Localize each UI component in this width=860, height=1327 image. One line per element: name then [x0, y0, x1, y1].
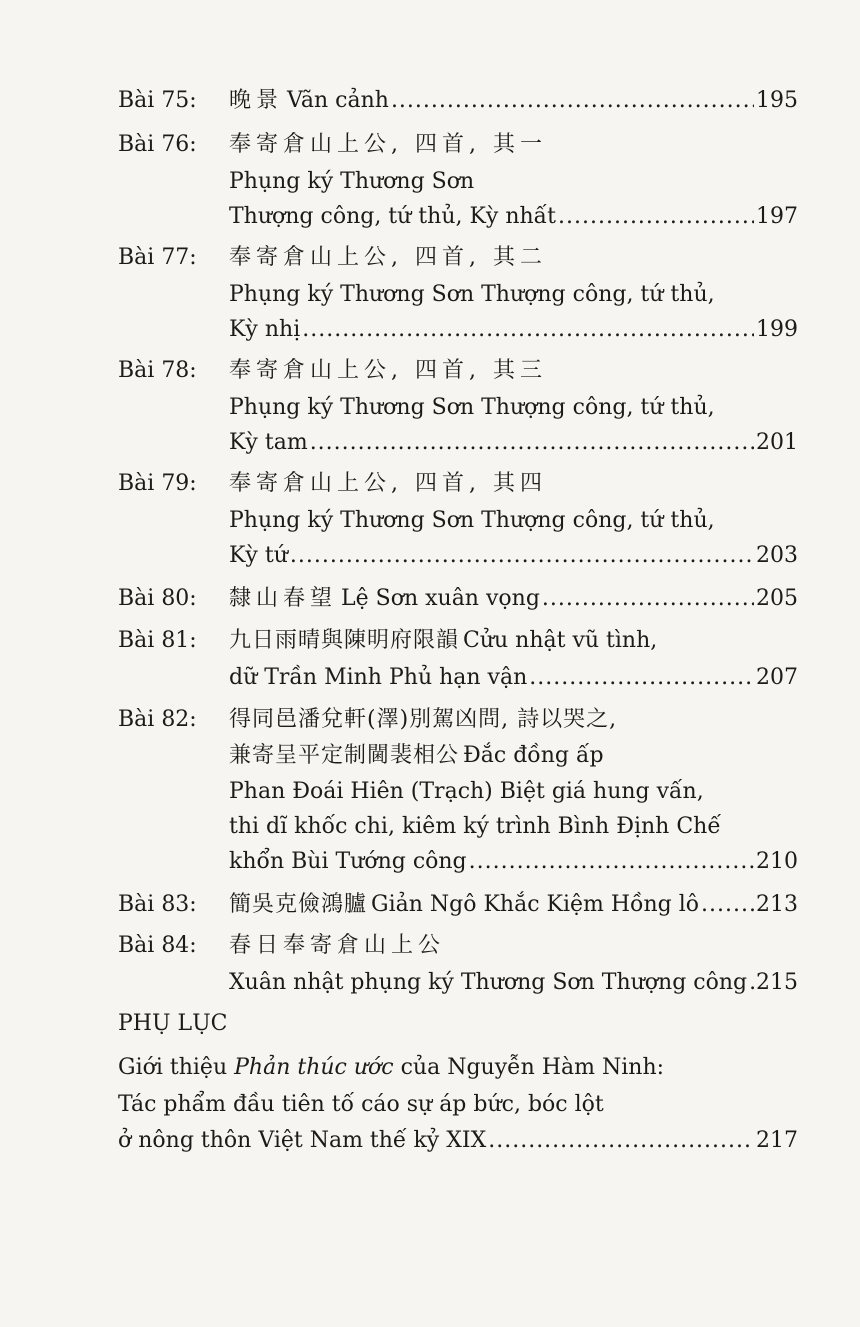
page-number: 199	[756, 317, 798, 342]
han-title: 九日雨晴與陳明府限韻	[229, 628, 460, 653]
page-number: 210	[756, 849, 798, 874]
page-number: 197	[756, 204, 798, 229]
toc-entry-82-line5[interactable]	[229, 847, 798, 877]
viet-title: Kỳ tam	[229, 430, 308, 455]
toc-entry-78-han[interactable]	[229, 356, 798, 386]
toc-entry-82-han2[interactable]	[229, 741, 798, 771]
entry-number: Bài 75:	[118, 88, 197, 113]
entry-number: Bài 83:	[118, 892, 197, 917]
leader-dots	[469, 847, 754, 877]
entry-number: Bài 80:	[118, 586, 197, 611]
appendix-text: của Nguyễn Hàm Ninh:	[393, 1055, 665, 1080]
page-number: 201	[756, 430, 798, 455]
page-number: 215	[756, 970, 798, 995]
han-title: 兼寄呈平定制閫裴相公	[229, 743, 460, 768]
appendix-text: ở nông thôn Việt Nam thế kỷ XIX	[118, 1128, 487, 1153]
toc-entry-76-line2[interactable]	[229, 167, 798, 197]
leader-dots	[391, 86, 754, 116]
appendix-line-3[interactable]	[118, 1126, 798, 1156]
viet-title: Kỳ nhị	[229, 317, 301, 342]
appendix-line-1[interactable]	[118, 1053, 664, 1083]
entry-number: Bài 78:	[118, 358, 197, 383]
entry-number: Bài 76:	[118, 132, 197, 157]
toc-entry-84-line2[interactable]	[229, 968, 798, 998]
toc-entry-77-line2[interactable]	[229, 280, 798, 310]
han-title: 晚景	[229, 88, 284, 113]
toc-entry-75[interactable]	[229, 86, 798, 116]
toc-entry-82-han[interactable]	[229, 705, 798, 735]
viet-title: thi dĩ khốc chi, kiêm ký trình Bình Định Chế	[229, 814, 721, 839]
toc-entry-82-line3[interactable]	[229, 777, 798, 807]
page-number: 213	[756, 892, 798, 917]
toc-entry-79-line3[interactable]	[229, 541, 798, 571]
viet-title: Giản Ngô Khắc Kiệm Hồng lô	[371, 892, 700, 917]
entry-number: Bài 79:	[118, 471, 197, 496]
toc-entry-82-line4[interactable]	[229, 812, 798, 842]
entry-number: Bài 84:	[118, 933, 197, 958]
han-title: 奉寄倉山上公, 四首, 其四	[229, 471, 547, 496]
toc-entry-78-line3[interactable]	[229, 428, 798, 458]
viet-title: Đắc đồng ấp	[463, 743, 604, 768]
viet-title: dữ Trần Minh Phủ hạn vận	[229, 665, 528, 690]
toc-entry-81-line2[interactable]	[229, 663, 798, 693]
page-number: 205	[756, 586, 798, 611]
viet-title: Phụng ký Thương Sơn Thượng công, tứ thủ,	[229, 395, 715, 420]
page-number: 207	[756, 665, 798, 690]
toc-entry-77-han[interactable]	[229, 243, 798, 273]
page-number: 203	[756, 543, 798, 568]
toc-entry-78-line2[interactable]	[229, 393, 798, 423]
leader-dots	[302, 315, 754, 345]
viet-title: Phụng ký Thương Sơn Thượng công, tứ thủ,	[229, 508, 715, 533]
toc-entry-83[interactable]	[229, 890, 798, 920]
leader-dots	[542, 584, 754, 614]
han-title: 奉寄倉山上公, 四首, 其一	[229, 132, 547, 157]
entry-number: Bài 77:	[118, 245, 197, 270]
viet-title: Xuân nhật phụng ký Thương Sơn Thượng công	[229, 970, 748, 995]
leader-dots	[290, 541, 754, 571]
page-number: 195	[756, 88, 798, 113]
han-title: 隸山春望	[229, 586, 338, 611]
toc-entry-76-han[interactable]	[229, 130, 798, 160]
han-title: 奉寄倉山上公, 四首, 其三	[229, 358, 547, 383]
entry-number: Bài 82:	[118, 707, 197, 732]
page-number: 217	[756, 1128, 798, 1153]
appendix-text: Giới thiệu	[118, 1055, 235, 1080]
toc-entry-77-line3[interactable]	[229, 315, 798, 345]
viet-title: Phụng ký Thương Sơn	[229, 169, 475, 194]
han-title: 簡吳克儉鴻臚	[229, 892, 368, 917]
leader-dots	[558, 202, 754, 232]
leader-dots	[310, 428, 754, 458]
viet-title: Vãn cảnh	[287, 88, 389, 113]
viet-title: khổn Bùi Tướng công	[229, 849, 467, 874]
viet-title: Phan Đoái Hiên (Trạch) Biệt giá hung vấn,	[229, 779, 704, 804]
toc-entry-76-line3[interactable]	[229, 202, 798, 232]
han-title: 春日奉寄倉山上公	[229, 933, 446, 958]
toc-entry-81-line1[interactable]	[229, 626, 798, 656]
viet-title: Phụng ký Thương Sơn Thượng công, tứ thủ,	[229, 282, 715, 307]
viet-title: Thượng công, tứ thủ, Kỳ nhất	[229, 204, 556, 229]
toc-entry-84-han[interactable]	[229, 931, 798, 961]
toc-entry-79-han[interactable]	[229, 469, 798, 499]
han-title: 奉寄倉山上公, 四首, 其二	[229, 245, 547, 270]
toc-entry-80[interactable]	[229, 584, 798, 614]
appendix-heading: PHỤ LỤC	[118, 1011, 228, 1036]
leader-dots	[488, 1126, 754, 1156]
appendix-line-2[interactable]: Tác phẩm đầu tiên tố cáo sự áp bức, bóc lột	[118, 1092, 604, 1117]
han-title: 得同邑潘兌軒(澤)別駕凶問, 詩以哭之,	[229, 707, 618, 732]
toc-entry-79-line2[interactable]	[229, 506, 798, 536]
viet-title: Lệ Sơn xuân vọng	[341, 586, 540, 611]
appendix-italic-title: Phản thúc ước	[234, 1055, 394, 1080]
leader-dots	[701, 890, 754, 920]
leader-dots	[749, 968, 754, 998]
entry-number: Bài 81:	[118, 628, 197, 653]
viet-title: Cửu nhật vũ tình,	[463, 628, 658, 653]
viet-title: Kỳ tứ	[229, 543, 288, 568]
leader-dots	[529, 663, 754, 693]
